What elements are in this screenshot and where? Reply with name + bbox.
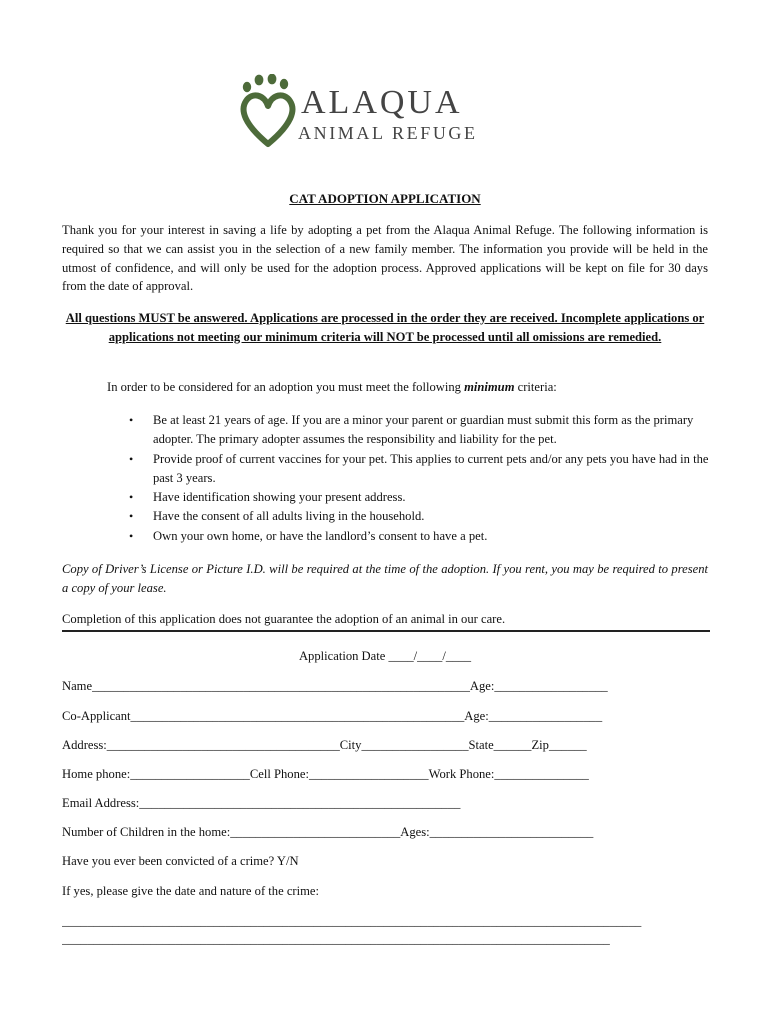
crime-details-line-2[interactable]: _______________________________________________________________________________________ [62,932,610,946]
crime-question: Have you ever been convicted of a crime? Y/N [62,854,299,868]
criteria-lead-emphasis: minimum [464,380,515,394]
criteria-item [120,507,710,526]
criteria-item-text: Have identification showing your present address. [153,490,406,505]
intro-paragraph: Thank you for your interest in saving a life by adopting a pet from the Alaqua Animal Refuge. The following information is required so that we can assist you in the selection of a new family member. The information you provide will be held in the utmost of confidence, and will only be used for the adoption process. Approved applications will be kept on file for 30 days from the date of approval. [62,223,708,294]
criteria-item [120,527,710,546]
criteria-item-text: Be at least 21 years of age. If you are a minor your parent or guardian must submit this form as the primary adopter. The primary adopter assumes the responsibility and liability for the pet. [153,413,694,447]
application-date-field[interactable]: Application Date ____/____/____ [298,649,472,663]
name-age-field[interactable]: Name____________________________________________________________Age:__________________ [62,679,608,693]
logo-brand-subtitle: ANIMAL REFUGE [298,123,478,143]
address-field[interactable]: Address:_____________________________________City_________________State______Zip______ [62,738,587,752]
bullet-icon: • [129,528,134,543]
children-ages-field[interactable]: Number of Children in the home:___________________________Ages:__________________________ [62,825,594,839]
bullet-icon: • [129,490,134,505]
criteria-item [120,411,710,450]
warning-paragraph: All questions MUST be answered. Applications are processed in the order they are received. Incomplete applications or applications not meeting our minimum criteria will NOT be processed until all omissions are remedied. [65,311,705,344]
bullet-icon: • [129,413,134,427]
criteria-item [120,450,710,489]
co-applicant-age-field[interactable]: Co-Applicant_____________________________________________________Age:__________________ [62,709,603,723]
crime-details-line-1[interactable]: ____________________________________________________________________________________________ [62,914,642,928]
crime-details-label: If yes, please give the date and nature of the crime: [62,884,320,898]
criteria-list [120,411,710,546]
no-guarantee-note: Completion of this application does not guarantee the adoption of an animal in our care. [62,612,506,626]
form-title: CAT ADOPTION APPLICATION [289,191,481,206]
id-requirement-note: Copy of Driver’s License or Picture I.D. will be required at the time of the adoption. If you rent, you may be required to present a copy of your lease. [62,562,708,595]
bullet-icon: • [129,509,134,524]
criteria-item-text: Own your own home, or have the landlord’s consent to have a pet. [153,528,488,543]
criteria-item-text: Have the consent of all adults living in the household. [153,509,425,524]
criteria-lead [107,378,557,396]
bullet-icon: • [129,451,134,466]
phone-fields[interactable]: Home phone:___________________Cell Phone:___________________Work Phone:_______________ [62,767,589,781]
criteria-lead-before: In order to be considered for an adoption you must meet the following [107,380,465,394]
alaqua-logo [238,74,498,150]
section-divider [62,630,710,632]
criteria-lead-after: criteria: [514,380,557,394]
paw-heart-logo-icon [238,74,300,150]
criteria-item-text: Provide proof of current vaccines for your pet. This applies to current pets and/or any pets you have had in the past 3 years. [153,451,709,485]
criteria-item [120,488,710,507]
logo-brand-name: ALAQUA [301,84,463,121]
email-field[interactable]: Email Address:___________________________________________________ [62,796,461,810]
